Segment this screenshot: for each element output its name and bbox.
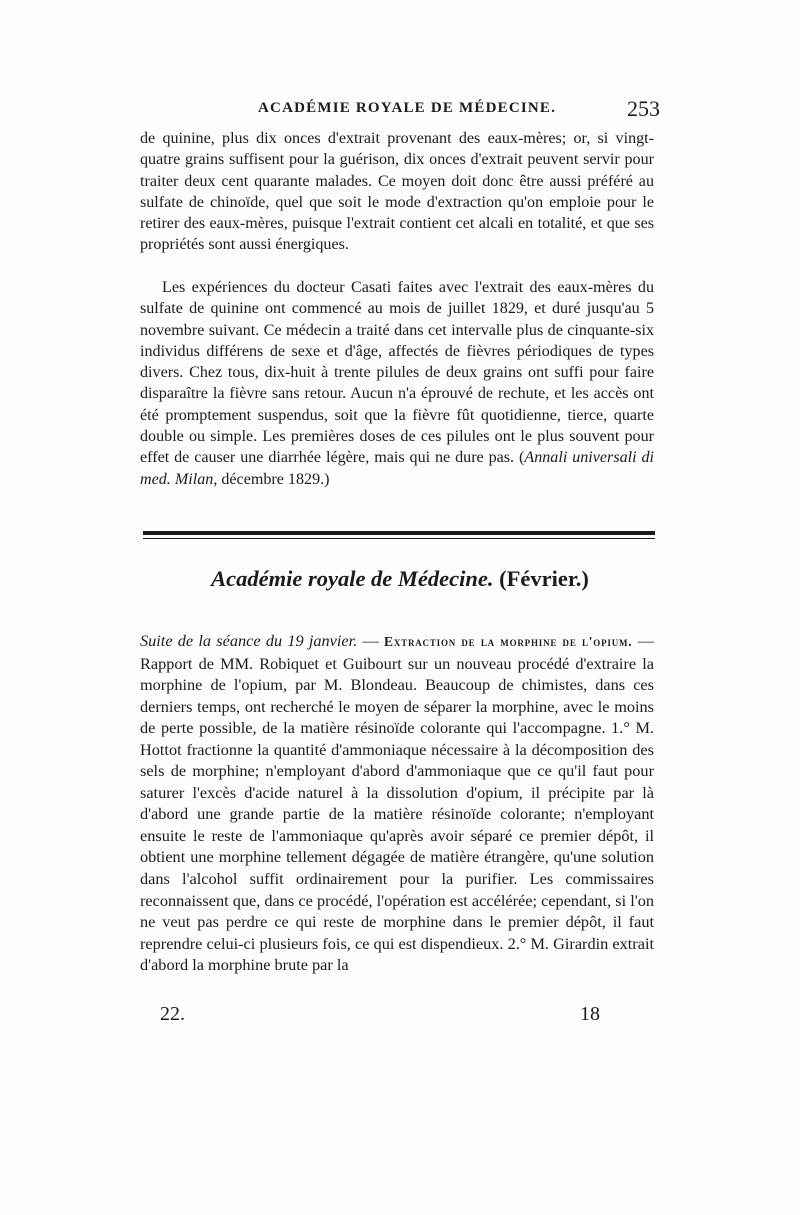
page-number: 253 (627, 96, 660, 121)
session-reference: Suite de la séance du 19 janvier. (140, 631, 358, 650)
citation-date: , décembre 1829.) (213, 470, 330, 488)
sheet-number: 18 (580, 1003, 600, 1025)
paragraph-1: de quinine, plus dix onces d'extrait provenant des eaux-mères; or, si vingt-quatre grains suffisent pour la guérison, dix onces d'extrait peuvent servir pour traiter deux cent quarante malades. Ce moyen doit donc être aussi préféré au sulfate de chinoïde, quel que soit le mode d'extraction qu'on emploie pour le retirer des eaux-mères, puisque l'extrait contient cet alcali en totalité, et que ses propriétés sont aussi énergiques. (140, 130, 654, 254)
section-divider (143, 531, 655, 539)
section-title-month: (Février.) (499, 566, 589, 591)
paragraph-3-text: — Rapport de MM. Robiquet et Guibourt sur un nouveau procédé d'extraire la morphine de l'opium, par M. Blondeau. Beaucoup de chimistes, dans ces derniers temps, ont recherché le moyen de séparer la morphine, avec le moins de perte possible, de la matière résinoïde colorante qui l'accompagne. 1.° M. Hottot fractionne la quantité d'ammoniaque nécessaire à la décomposition des sels de morphine; n'employant d'abord d'ammoniaque que ce qu'il faut pour saturer l'excès d'acide naturel à la dissolution d'opium, il précipite par là d'abord une grande partie de la matière résinoïde colorante; n'employant ensuite le reste de l'ammoniaque qu'après avoir séparé ce premier dépôt, il obtient une morphine tellement dégagée de matière étrangère, qu'une solution dans l'alcohol suffit ordinairement pour la purifier. Les commissaires reconnaissent que, dans ce procédé, l'opération est accélérée; cependant, si l'on ne veut pas perdre ce qui reste de morphine dans le premier dépôt, il faut reprendre celui-ci plusieurs fois, ce qui est dispendieux. 2.° M. Girardin extrait d'abord la morphine brute par la (140, 631, 655, 975)
section-title (140, 566, 660, 592)
paragraph-2 (140, 277, 654, 490)
citation-open: ( (519, 449, 525, 467)
page-footer (160, 1003, 600, 1029)
signature-mark: 22. (160, 1003, 185, 1025)
page-header (140, 96, 660, 126)
paragraph-2-text: Les expériences du docteur Casati faites avec l'extrait des eaux-mères du sulfate de quinine ont commencé au mois de juillet 1829, et duré jusqu'au 5 novembre suivant. Ce médecin a traité dans cet intervalle plus de cinquante-six individus différens de sexe et d'âge, affectés de fièvres périodiques de types divers. Chez tous, dix-huit à trente pilules de deux grains ont suffi pour faire disparaître la fièvre sans retour. Aucun n'a éprouvé de rechute, et les accès ont été promptement suspendus, soit que la fièvre fût quotidienne, tierce, quarte double ou simple. Les premières doses de ces pilules ont le plus souvent pour effet de causer une diarrhée légère, mais qui ne dure pas. (140, 279, 654, 467)
divider-thin-rule (143, 538, 655, 539)
citation-journal: Annali universali di med. Milan (140, 449, 654, 488)
section-title-main: Académie royale de Médecine. (211, 566, 494, 591)
running-head: ACADÉMIE ROYALE DE MÉDECINE. (258, 100, 557, 116)
paragraph-3 (140, 630, 654, 976)
article-heading: Extraction de la morphine de l'opium. (384, 634, 633, 649)
session-dash: — (357, 631, 385, 650)
divider-thick-rule (143, 531, 655, 535)
